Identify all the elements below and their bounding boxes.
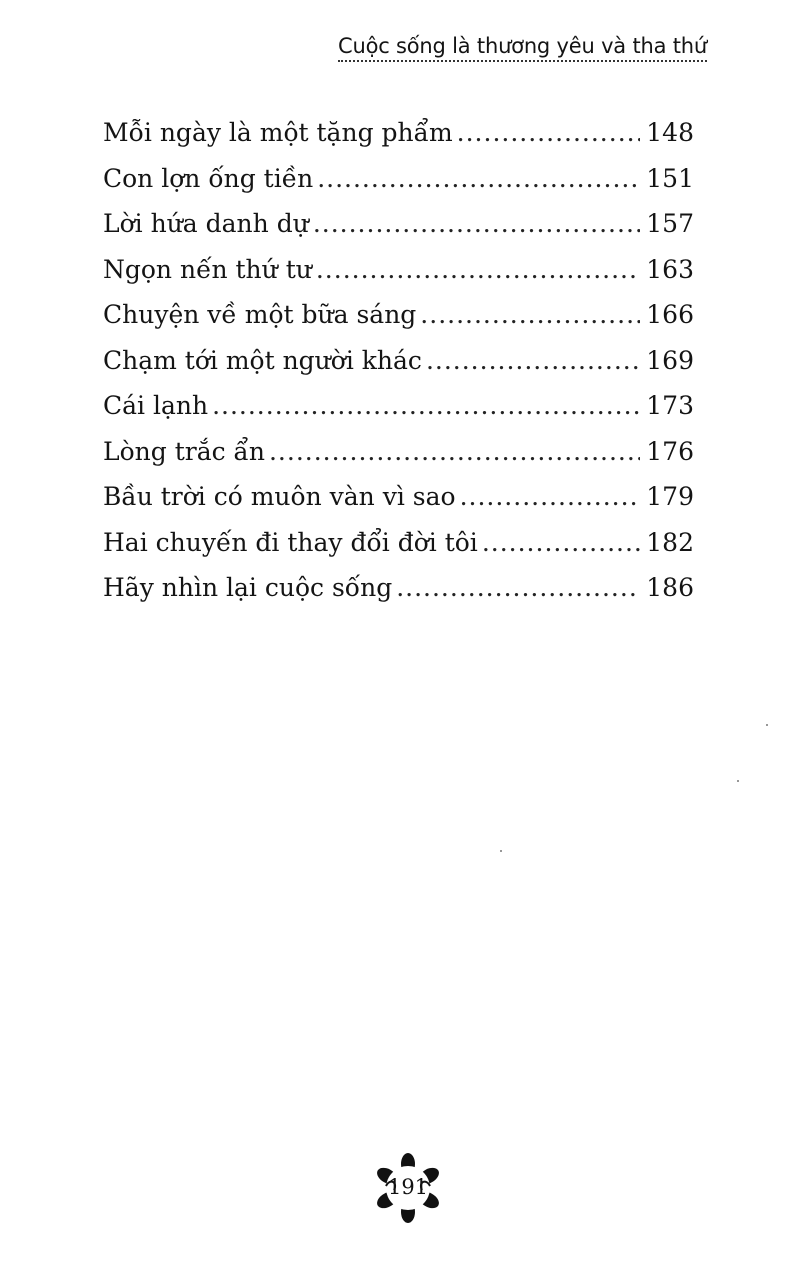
toc-entry-title: Mỗi ngày là một tặng phẩm: [103, 118, 453, 147]
dot-leader: [460, 474, 641, 520]
table-of-contents: [103, 110, 694, 611]
toc-entry-title: Cái lạnh: [103, 391, 209, 420]
dot-leader: [396, 565, 640, 611]
running-header: Cuộc sống là thương yêu và tha thứ: [338, 34, 707, 62]
dot-leader: [426, 338, 640, 384]
dot-leader: [457, 110, 641, 156]
toc-entry-title: Hãy nhìn lại cuộc sống: [103, 573, 393, 602]
toc-entry: [103, 156, 694, 202]
toc-entry-page: 173: [646, 391, 694, 420]
toc-entry: [103, 201, 694, 247]
toc-entry: [103, 474, 694, 520]
toc-entry: [103, 383, 694, 429]
toc-entry-title: Lời hứa danh dự: [103, 209, 309, 238]
toc-entry-page: 166: [646, 300, 694, 329]
scan-speck: [500, 850, 502, 852]
toc-entry: [103, 565, 694, 611]
toc-entry-page: 176: [646, 436, 694, 466]
toc-entry-page: 182: [646, 527, 694, 557]
page-number: 191: [387, 1175, 429, 1199]
dot-leader: [313, 201, 640, 247]
toc-entry: [103, 247, 694, 293]
dot-leader: [316, 247, 640, 293]
toc-entry-title: Con lợn ống tiền: [103, 163, 314, 193]
toc-entry: [103, 520, 694, 566]
dot-leader: [482, 520, 640, 566]
toc-entry-title: Chạm tới một người khác: [103, 345, 422, 375]
toc-entry: [103, 292, 694, 338]
toc-entry: [103, 110, 694, 156]
toc-entry: [103, 338, 694, 384]
toc-entry-page: 169: [646, 345, 694, 375]
toc-entry-page: 163: [646, 254, 694, 284]
toc-entry-title: Chuyện về một bữa sáng: [103, 300, 417, 329]
toc-entry-page: 186: [646, 573, 694, 602]
dot-leader: [420, 292, 640, 338]
toc-entry-page: 157: [646, 209, 694, 238]
toc-entry-title: Lòng trắc ẩn: [103, 436, 265, 466]
dot-leader: [212, 383, 640, 429]
toc-entry-title: Hai chuyến đi thay đổi đời tôi: [103, 527, 478, 557]
toc-entry-title: Bầu trời có muôn vàn vì sao: [103, 482, 456, 511]
toc-entry-title: Ngọn nến thứ tư: [103, 254, 312, 284]
dot-leader: [317, 156, 640, 202]
toc-entry-page: 179: [646, 482, 694, 511]
toc-entry: [103, 429, 694, 475]
dot-leader: [269, 429, 640, 475]
scan-speck: [737, 780, 739, 782]
toc-entry-page: 148: [646, 118, 694, 147]
scan-speck: [766, 724, 768, 726]
toc-entry-page: 151: [646, 163, 694, 193]
